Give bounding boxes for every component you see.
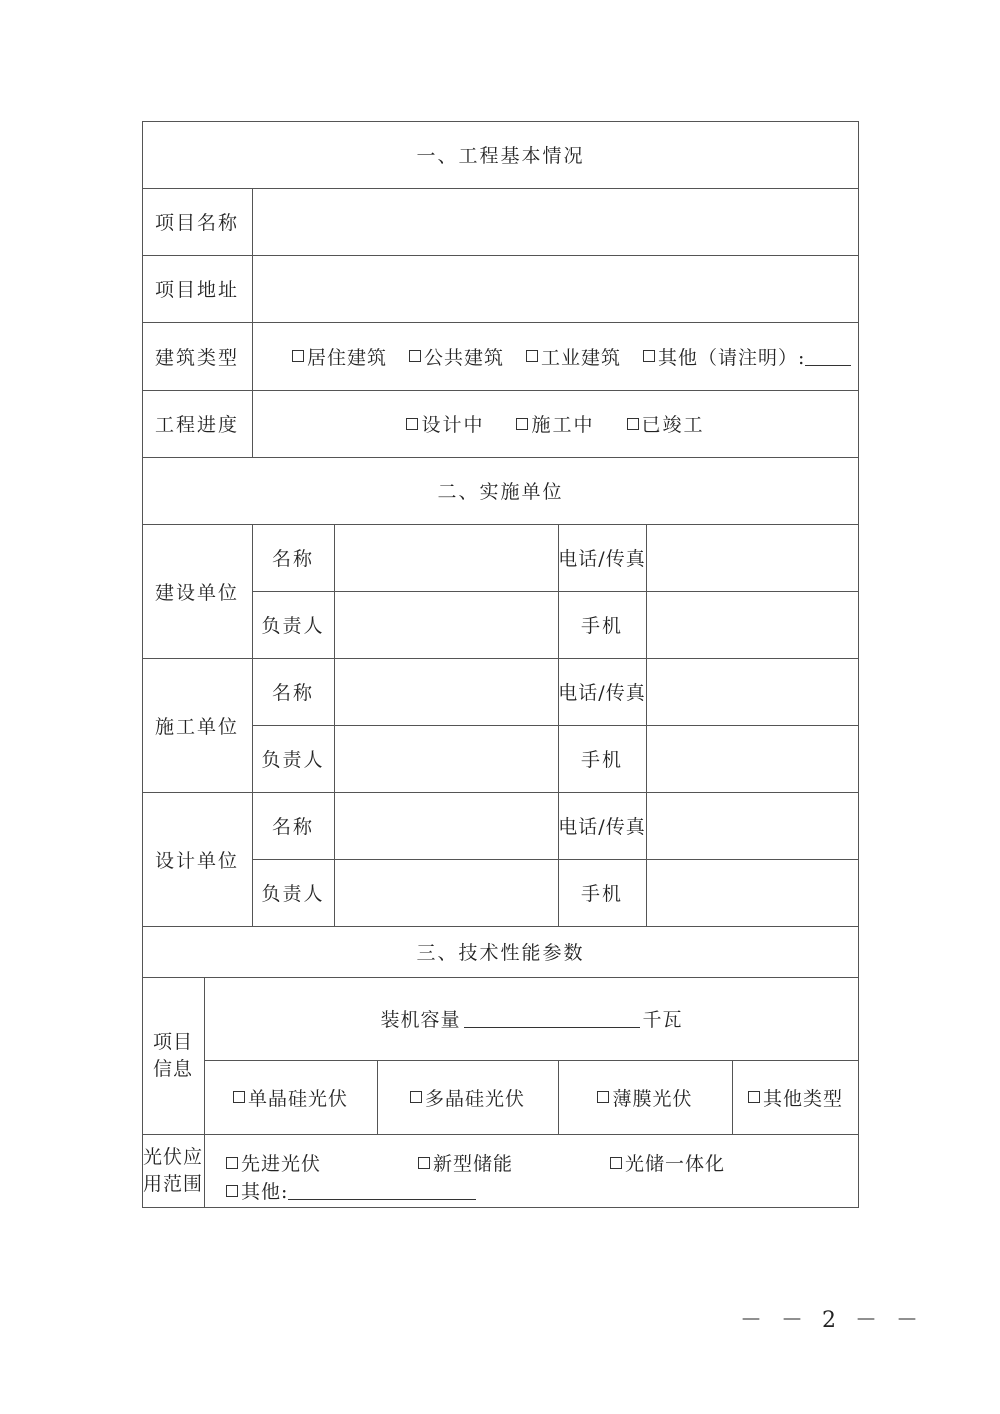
capacity-row	[204, 977, 859, 1060]
label-line: 光伏应	[142, 1146, 203, 1168]
phone-fax-label: 电话/传真	[558, 682, 646, 704]
name-field[interactable]	[334, 658, 558, 725]
mobile-label: 手机	[580, 615, 623, 637]
section-3-title: 三、技术性能参数	[416, 942, 585, 964]
page-number: － － 2 － －	[740, 1308, 924, 1333]
checkbox-icon	[516, 418, 528, 430]
option-label: 先进光伏	[241, 1153, 322, 1175]
checkbox-designing[interactable]	[406, 410, 484, 437]
phone-fax-label: 电话/传真	[558, 816, 646, 838]
name-label: 名称	[271, 682, 314, 704]
mobile-field[interactable]	[646, 859, 859, 926]
checkbox-icon	[292, 350, 304, 362]
option-label: 工业建筑	[541, 346, 622, 369]
scope-other-fill-line[interactable]	[288, 1181, 476, 1200]
option-label: 已竣工	[641, 414, 705, 436]
phone-fax-label: 电话/传真	[558, 548, 646, 570]
capacity-unit: 千瓦	[642, 1009, 683, 1031]
person-label: 负责人	[261, 615, 325, 637]
phone-fax-field[interactable]	[646, 524, 859, 591]
person-field[interactable]	[334, 725, 558, 792]
building-type-options	[252, 322, 859, 390]
mobile-field[interactable]	[646, 725, 859, 792]
progress-options	[252, 390, 859, 457]
mobile-label: 手机	[580, 749, 623, 771]
checkbox-icon	[226, 1185, 238, 1197]
project-address-field[interactable]	[252, 255, 859, 322]
phone-fax-field[interactable]	[646, 792, 859, 859]
option-label: 其他类型	[762, 1087, 843, 1110]
checkbox-mono-si[interactable]	[204, 1060, 377, 1134]
checkbox-icon	[418, 1157, 430, 1169]
label-line: 用范围	[142, 1173, 203, 1195]
unit-label: 设计单位	[154, 849, 239, 872]
section-3-header	[142, 926, 859, 977]
checkbox-completed[interactable]	[627, 410, 705, 437]
checkbox-public[interactable]	[409, 343, 504, 370]
checkbox-new-storage[interactable]	[418, 1149, 513, 1176]
name-label: 名称	[271, 548, 314, 570]
section-1-header	[142, 121, 859, 188]
checkbox-icon	[233, 1091, 245, 1103]
option-label: 其他（请注明）:	[658, 346, 806, 369]
person-field[interactable]	[334, 591, 558, 658]
checkbox-icon	[226, 1157, 238, 1169]
option-label: 多晶硅光伏	[424, 1087, 525, 1110]
scope-label	[142, 1134, 204, 1208]
option-label: 其他:	[241, 1181, 289, 1203]
section-2-header	[142, 457, 859, 524]
person-label: 负责人	[261, 883, 325, 905]
checkbox-pv-storage[interactable]	[610, 1149, 725, 1176]
option-label: 设计中	[421, 414, 485, 436]
checkbox-scope-other[interactable]	[226, 1177, 476, 1204]
person-field[interactable]	[334, 859, 558, 926]
checkbox-icon	[627, 418, 639, 430]
project-name-field[interactable]	[252, 188, 859, 255]
option-label: 公共建筑	[424, 346, 505, 369]
unit-label: 施工单位	[154, 715, 239, 738]
checkbox-residential[interactable]	[292, 343, 387, 370]
checkbox-icon	[597, 1091, 609, 1103]
name-field[interactable]	[334, 792, 558, 859]
section-1-title: 一、工程基本情况	[416, 145, 585, 167]
other-fill-line[interactable]	[805, 347, 851, 366]
label-line: 信息	[152, 1057, 193, 1080]
checkbox-other-type[interactable]	[732, 1060, 859, 1134]
capacity-field[interactable]	[464, 1009, 640, 1028]
option-label: 居住建筑	[307, 346, 388, 369]
checkbox-constructing[interactable]	[516, 410, 594, 437]
option-label: 施工中	[531, 414, 595, 436]
mobile-label: 手机	[580, 883, 623, 905]
progress-label: 工程进度	[154, 414, 239, 436]
checkbox-icon	[409, 350, 421, 362]
checkbox-industrial[interactable]	[526, 343, 621, 370]
checkbox-poly-si[interactable]	[377, 1060, 558, 1134]
phone-fax-field[interactable]	[646, 658, 859, 725]
checkbox-icon	[410, 1091, 422, 1103]
checkbox-other[interactable]	[643, 343, 851, 370]
checkbox-icon	[748, 1091, 760, 1103]
capacity-label: 装机容量	[380, 1009, 461, 1031]
checkbox-icon	[526, 350, 538, 362]
name-label: 名称	[271, 816, 314, 838]
section-2-title: 二、实施单位	[437, 481, 564, 503]
checkbox-thin-film[interactable]	[558, 1060, 732, 1134]
unit-label: 建设单位	[154, 581, 239, 604]
project-address-label: 项目地址	[154, 279, 239, 301]
option-label: 光储一体化	[625, 1153, 726, 1175]
label-line: 项目	[152, 1030, 193, 1053]
option-label: 单晶硅光伏	[247, 1087, 348, 1110]
checkbox-icon	[406, 418, 418, 430]
checkbox-advanced-pv[interactable]	[226, 1149, 321, 1176]
checkbox-icon	[643, 350, 655, 362]
mobile-field[interactable]	[646, 591, 859, 658]
person-label: 负责人	[261, 749, 325, 771]
project-name-label: 项目名称	[154, 212, 239, 234]
checkbox-icon	[610, 1157, 622, 1169]
option-label: 新型储能	[433, 1153, 514, 1175]
name-field[interactable]	[334, 524, 558, 591]
building-type-label: 建筑类型	[154, 346, 239, 369]
option-label: 薄膜光伏	[612, 1087, 693, 1110]
